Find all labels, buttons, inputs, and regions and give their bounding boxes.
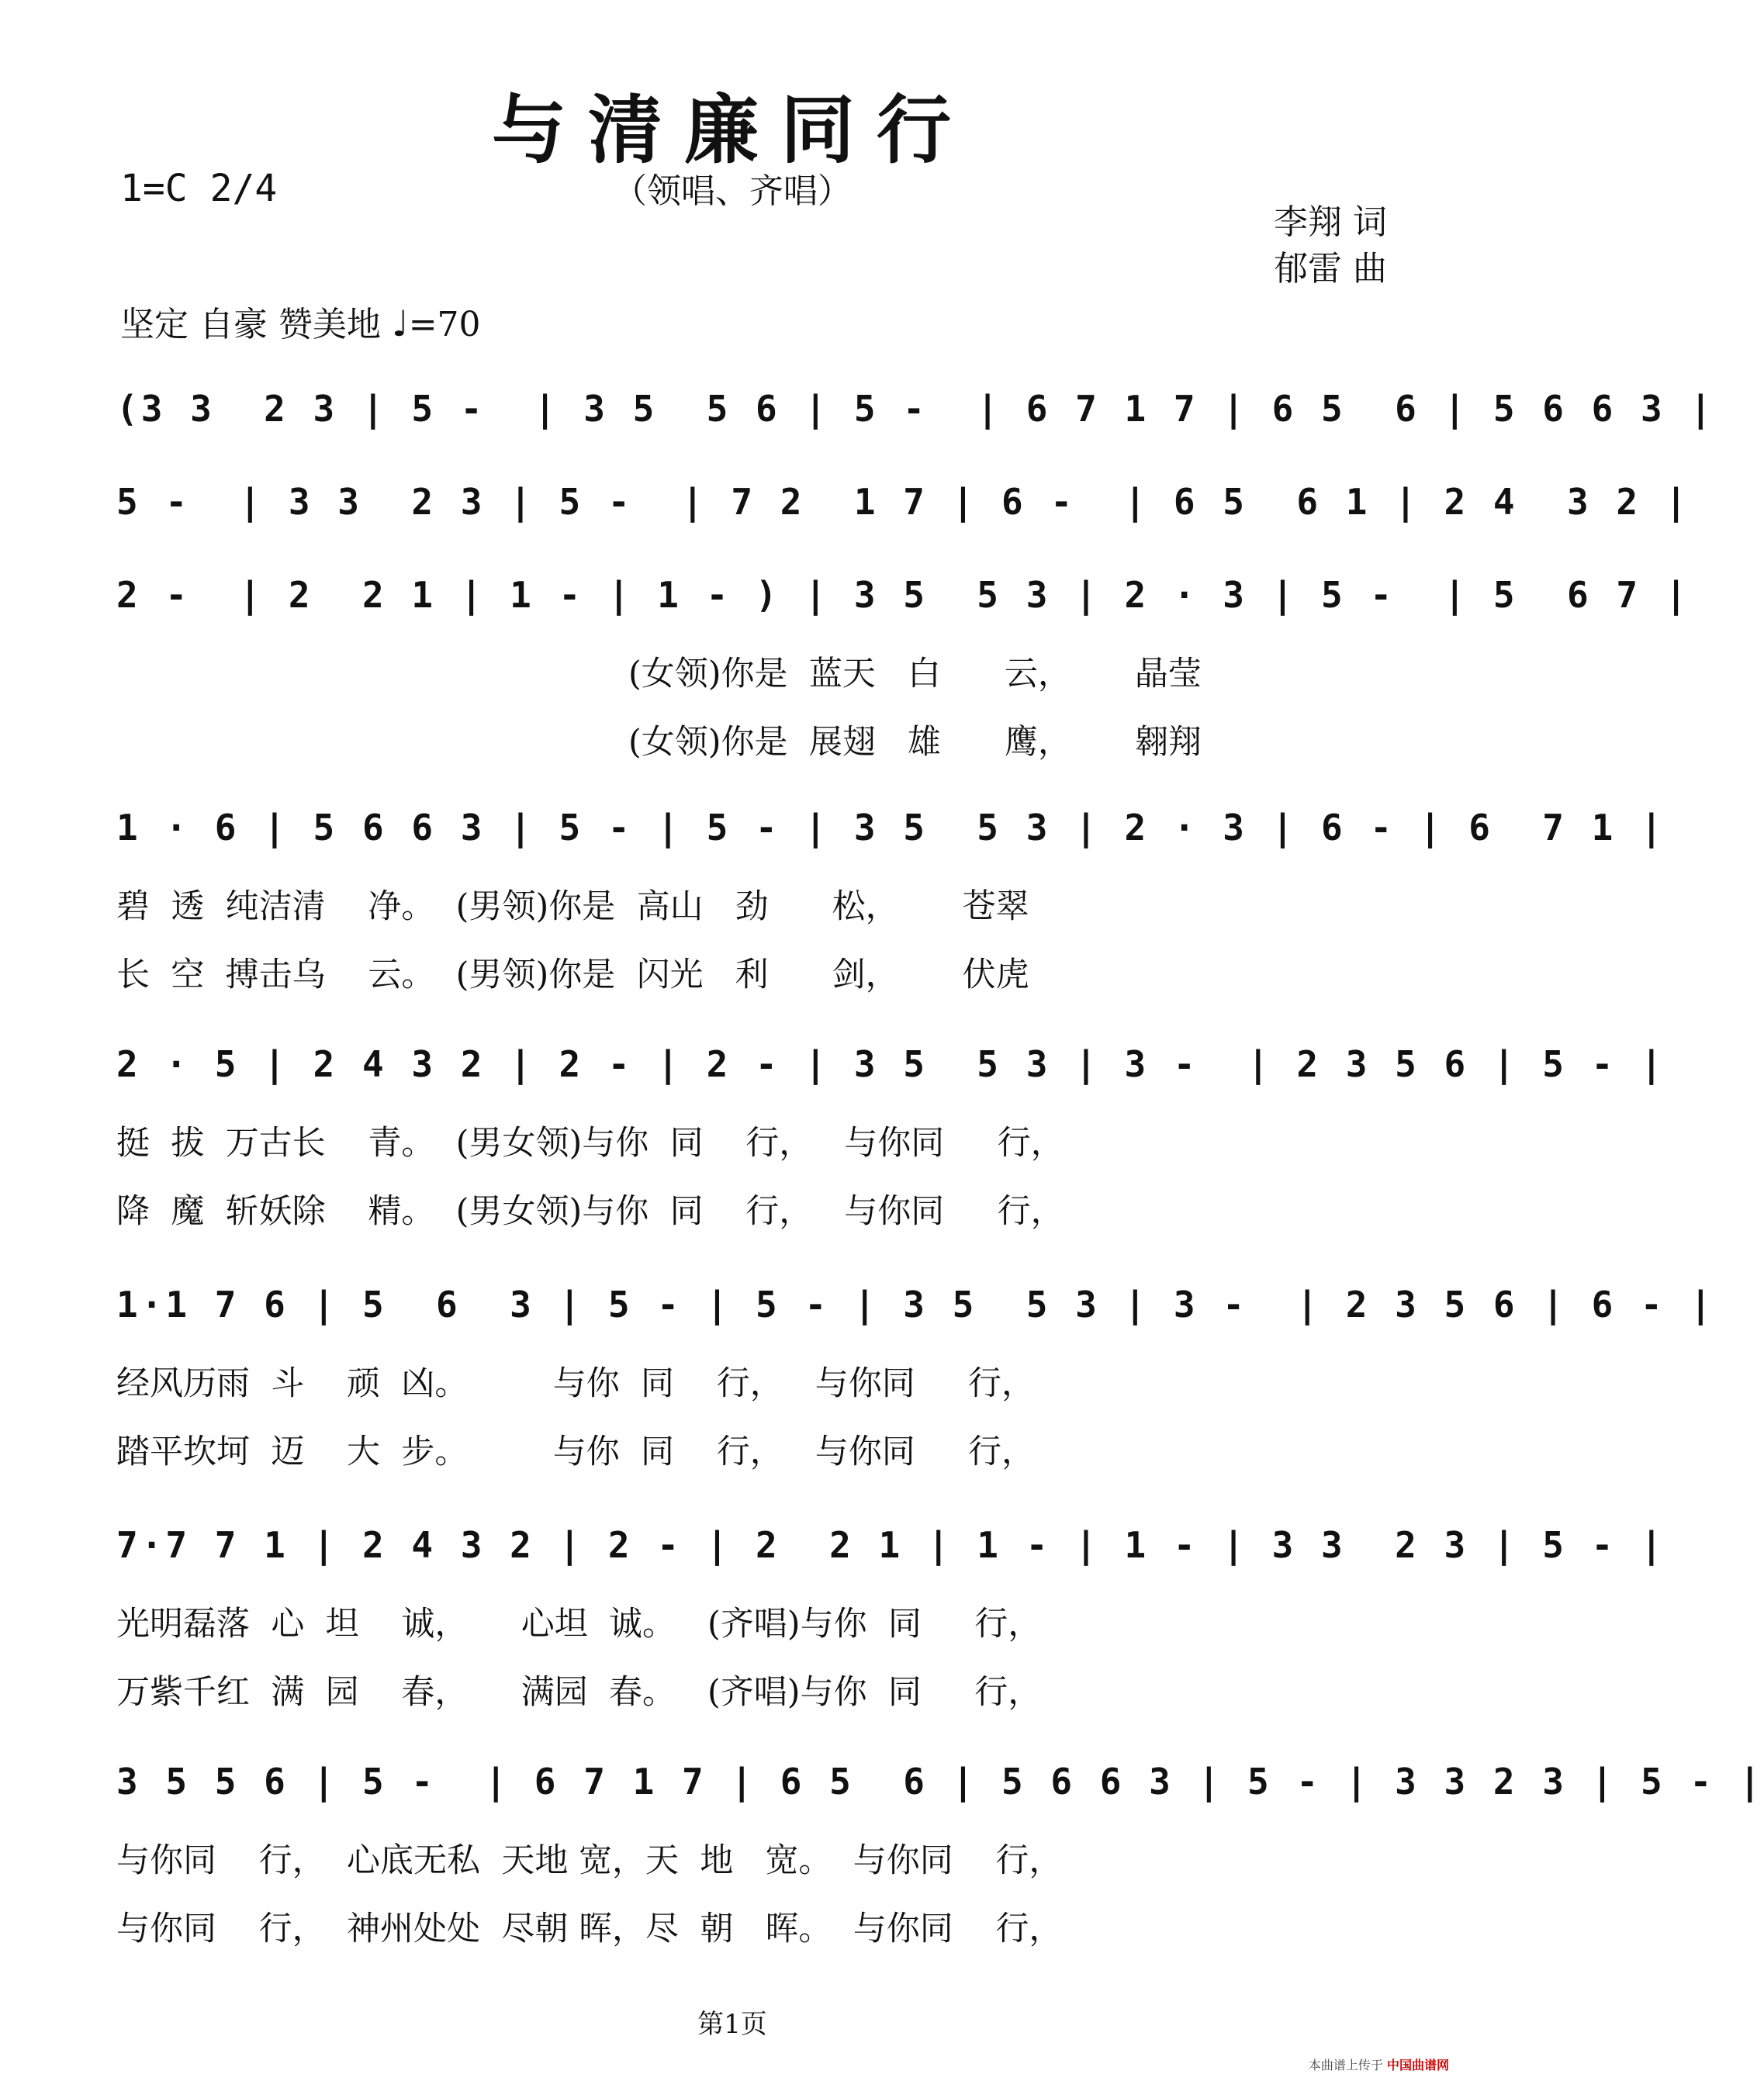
notation-line: 1·1 7 6 | 5 6 3 | 5 - | 5 - | 3 5 5 3 | 3 - | 2 3 5 6 | 6 - | [116, 1284, 1715, 1326]
score-row [116, 1043, 1665, 1231]
lyric-line-2: 降 魔 斩妖除 精。 (男女领)与你 同 行， 与你同 行， [116, 1192, 1064, 1231]
lyric-line-2: (女领)你是 展翅 雄 鹰， 翱翔 [628, 723, 1202, 762]
source-text: 本曲谱上传于 [1308, 2058, 1383, 2072]
source-watermark [1309, 2055, 1449, 2073]
lyric-line-2: 长 空 搏击乌 云。 (男领)你是 闪光 利 剑， 伏虎 [116, 956, 1029, 994]
notation-line: 1 · 6 | 5 6 6 3 | 5 - | 5 - | 3 5 5 3 | 2 · 3 | 6 - | 6 7 1 | [116, 807, 1665, 849]
lyric-line-1: 碧 透 纯洁清 净。 (男领)你是 高山 劲 松， 苍翠 [116, 887, 1029, 926]
notation-line: 3 5 5 6 | 5 - | 6 7 1 7 | 6 5 6 | 5 6 6 3 | 5 - | 3 3 2 3 | 5 - | [116, 1761, 1764, 1803]
score-row [116, 481, 1690, 558]
score-row [116, 574, 1690, 762]
lyric-line-1: (女领)你是 蓝天 白 云， 晶莹 [628, 655, 1202, 693]
song-title: 与清廉同行 [492, 86, 973, 174]
lyric-line-1: 与你同 行， 心底无私 天地 宽，天 地 宽。 与你同 行， [116, 1841, 1063, 1880]
composer: 郁雷 曲 [1274, 249, 1387, 289]
key-signature: 1=C 2/4 [120, 167, 278, 210]
tempo-marking [120, 296, 481, 346]
score-row [116, 1284, 1715, 1471]
quarter-note-icon: ♩ [391, 302, 409, 344]
notation-line: 5 - | 3 3 2 3 | 5 - | 7 2 1 7 | 6 - | 6 5 6 1 | 2 4 3 2 | [116, 481, 1690, 523]
lyricist: 李翔 词 [1274, 202, 1387, 242]
notation-line: 2 · 5 | 2 4 3 2 | 2 - | 2 - | 3 5 5 3 | 3 - | 2 3 5 6 | 5 - | [116, 1043, 1665, 1085]
source-logo: 中国曲谱网 [1386, 2058, 1449, 2072]
lyric-line-2: 与你同 行， 神州处处 尽朝 晖，尽 朝 晖。 与你同 行， [116, 1910, 1063, 1948]
tempo-value: =70 [408, 305, 481, 344]
notation-line: 2 - | 2 2 1 | 1 - | 1 - ) | 3 5 5 3 | 2 · 3 | 5 - | 5 6 7 | [116, 574, 1690, 616]
notation-line: (3 3 2 3 | 5 - | 3 5 5 6 | 5 - | 6 7 1 7 | 6 5 6 | 5 6 6 3 | [116, 388, 1715, 430]
score-row [116, 388, 1715, 465]
page-number: 第1页 [697, 2009, 767, 2040]
tempo-text: 坚定 自豪 赞美地 [120, 305, 381, 344]
lyric-line-1: 挺 拔 万古长 青。 (男女领)与你 同 行， 与你同 行， [116, 1124, 1064, 1163]
subtitle: （领唱、齐唱） [613, 171, 852, 211]
lyric-line-2: 万紫千红 满 园 春， 满园 春。 (齐唱)与你 同 行， [116, 1673, 1042, 1712]
notation-line: 7·7 7 1 | 2 4 3 2 | 2 - | 2 2 1 | 1 - | 1 - | 3 3 2 3 | 5 - | [116, 1524, 1665, 1566]
score-row [116, 1761, 1764, 1948]
score-row [116, 1524, 1665, 1712]
score-row [116, 807, 1665, 994]
lyric-line-1: 经风历雨 斗 顽 凶。 与你 同 行， 与你同 行， [116, 1364, 1036, 1403]
lyric-line-1: 光明磊落 心 坦 诚， 心坦 诚。 (齐唱)与你 同 行， [116, 1605, 1042, 1644]
lyric-line-2: 踏平坎坷 迈 大 步。 与你 同 行， 与你同 行， [116, 1433, 1036, 1471]
